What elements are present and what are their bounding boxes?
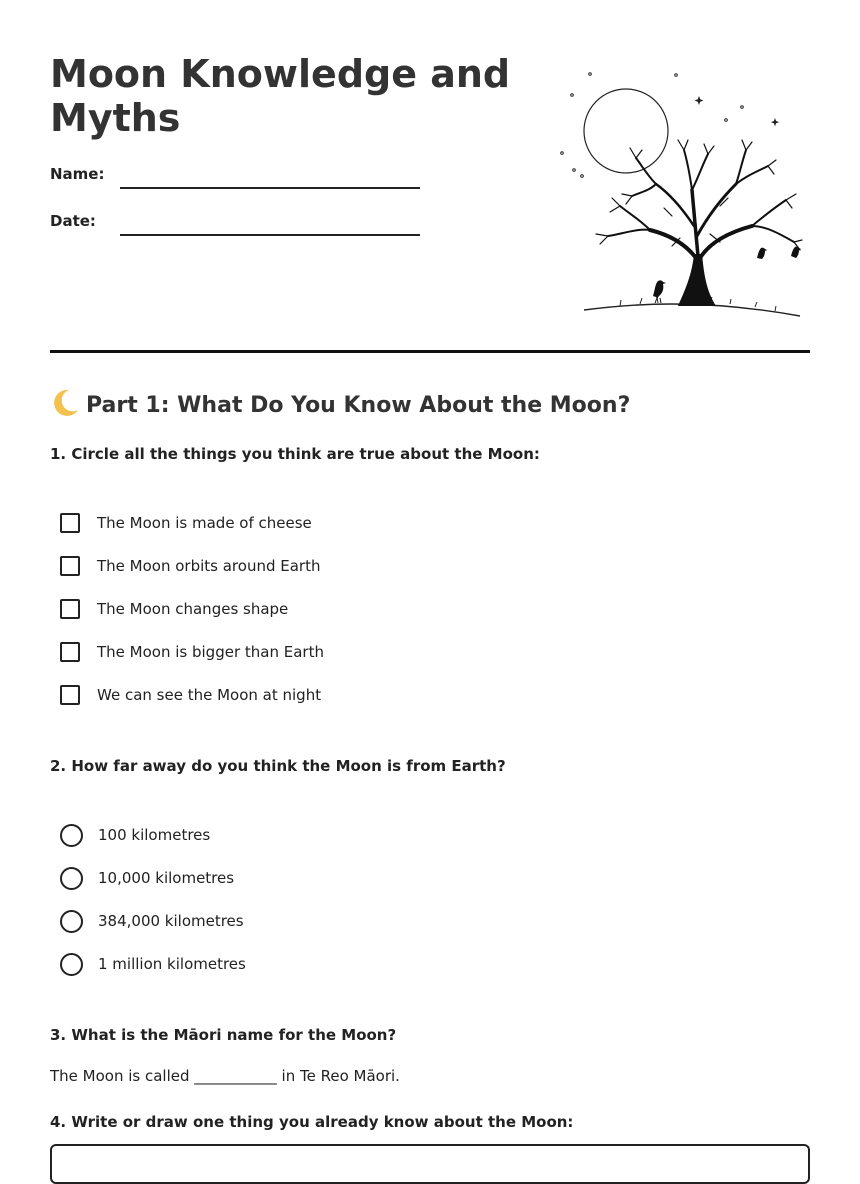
radio-button[interactable] (60, 910, 83, 933)
checkbox[interactable] (60, 513, 80, 533)
date-field-line[interactable] (120, 234, 420, 236)
q2-option-label: 1 million kilometres (98, 955, 246, 973)
q1-option[interactable] (60, 554, 320, 578)
question-2: 2. How far away do you think the Moon is from Earth? (50, 757, 506, 775)
q1-option[interactable] (60, 683, 321, 707)
date-label: Date: (50, 212, 96, 230)
q1-option[interactable] (60, 640, 324, 664)
name-label: Name: (50, 165, 105, 183)
name-field-line[interactable] (120, 187, 420, 189)
worksheet-title: Moon Knowledge and Myths (50, 52, 511, 140)
q2-option-label: 100 kilometres (98, 826, 211, 844)
header-divider (50, 350, 810, 353)
crescent-moon-icon (50, 388, 80, 418)
q1-option-label: The Moon is made of cheese (97, 514, 312, 532)
question-4: 4. Write or draw one thing you already know about the Moon: (50, 1113, 574, 1131)
q2-option[interactable] (60, 866, 234, 890)
q2-option[interactable] (60, 909, 244, 933)
q1-option-label: The Moon changes shape (97, 600, 289, 618)
question-1: 1. Circle all the things you think are true about the Moon: (50, 445, 540, 463)
checkbox[interactable] (60, 685, 80, 705)
q2-option[interactable] (60, 823, 210, 847)
q1-option-label: The Moon orbits around Earth (97, 557, 321, 575)
radio-button[interactable] (60, 953, 83, 976)
question-3: 3. What is the Māori name for the Moon? (50, 1026, 397, 1044)
moon-tree-birds-illustration (560, 66, 810, 320)
part1-heading-text: Part 1: What Do You Know About the Moon? (86, 393, 631, 418)
q1-option-label: We can see the Moon at night (97, 686, 322, 704)
q1-option-label: The Moon is bigger than Earth (97, 643, 324, 661)
q3-fill-in-sentence[interactable]: The Moon is called ___________ in Te Reo Māori. (50, 1067, 400, 1085)
checkbox[interactable] (60, 599, 80, 619)
part1-heading (50, 388, 630, 421)
q2-option-label: 384,000 kilometres (98, 912, 244, 930)
q2-option[interactable] (60, 952, 246, 976)
radio-button[interactable] (60, 867, 83, 890)
q1-option[interactable] (60, 511, 312, 535)
checkbox[interactable] (60, 642, 80, 662)
q1-option[interactable] (60, 597, 288, 621)
radio-button[interactable] (60, 824, 83, 847)
q4-answer-box[interactable] (50, 1144, 810, 1184)
checkbox[interactable] (60, 556, 80, 576)
q2-option-label: 10,000 kilometres (98, 869, 235, 887)
